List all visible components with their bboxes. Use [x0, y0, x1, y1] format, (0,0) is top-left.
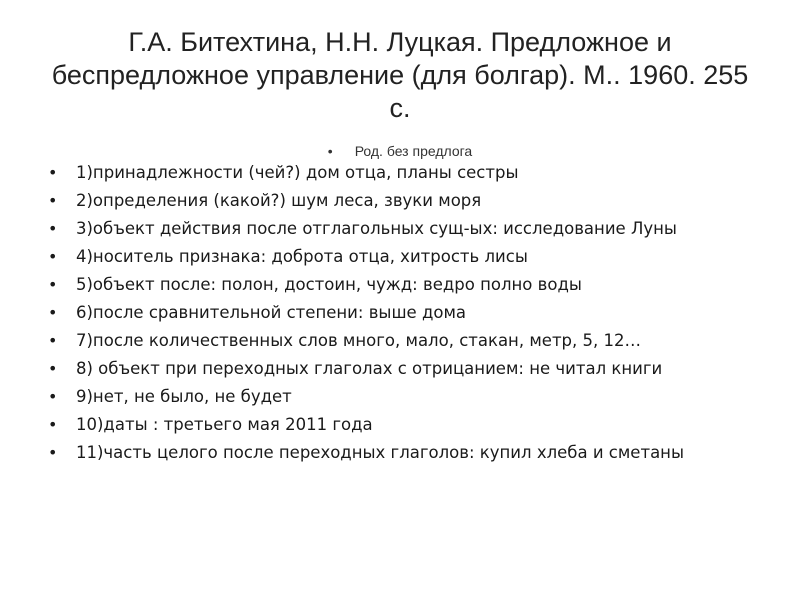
list-item: [48, 442, 760, 463]
list-item-text: 3)объект действия после отглагольных сущ-ых: исследование Луны: [76, 219, 677, 238]
list-item-text: 8) объект при переходных глаголах с отрицанием: не читал книги: [76, 359, 663, 378]
slide-title: Г.А. Битехтина, Н.Н. Луцкая. Предложное и беспредложное управление (для болгар). М.. 1960. 255 с.: [51, 27, 749, 123]
list-bullet: •: [48, 163, 58, 182]
list-item-text: 4)носитель признака: доброта отца, хитрость лисы: [76, 247, 528, 266]
list-bullet: •: [48, 387, 58, 406]
list-bullet: •: [48, 359, 58, 378]
list-item-text: 5)объект после: полон, достоин, чужд: ведро полно воды: [76, 275, 582, 294]
list-item-text: 7)после количественных слов много, мало, стакан, метр, 5, 12…: [76, 331, 641, 350]
list-bullet: •: [48, 247, 58, 266]
list-item: [48, 162, 760, 183]
list-bullet: •: [48, 331, 58, 350]
list-bullet: •: [48, 443, 58, 462]
list-item: [48, 330, 760, 351]
list-item: [48, 274, 760, 295]
subheading-bullet: •: [327, 143, 333, 159]
list-bullet: •: [48, 303, 58, 322]
list-item-text: 2)определения (какой?) шум леса, звуки моря: [76, 191, 482, 210]
subheading: [0, 143, 800, 159]
list-item: [48, 358, 760, 379]
list-item-text: 1)принадлежности (чей?) дом отца, планы сестры: [76, 163, 519, 182]
list-bullet: •: [48, 219, 58, 238]
subheading-text: Род. без предлога: [354, 143, 473, 159]
list-bullet: •: [48, 275, 58, 294]
list-item: [48, 218, 760, 239]
list-item-text: 9)нет, не было, не будет: [76, 387, 292, 406]
list-item: [48, 414, 760, 435]
list-item: [48, 246, 760, 267]
rule-list: [48, 162, 760, 470]
list-bullet: •: [48, 415, 58, 434]
list-item-text: 10)даты : третьего мая 2011 года: [76, 415, 373, 434]
list-item-text: 6)после сравнительной степени: выше дома: [76, 303, 467, 322]
list-item: [48, 190, 760, 211]
list-item: [48, 386, 760, 407]
list-item: [48, 302, 760, 323]
list-bullet: •: [48, 191, 58, 210]
list-item-text: 11)часть целого после переходных глаголов: купил хлеба и сметаны: [76, 443, 684, 462]
